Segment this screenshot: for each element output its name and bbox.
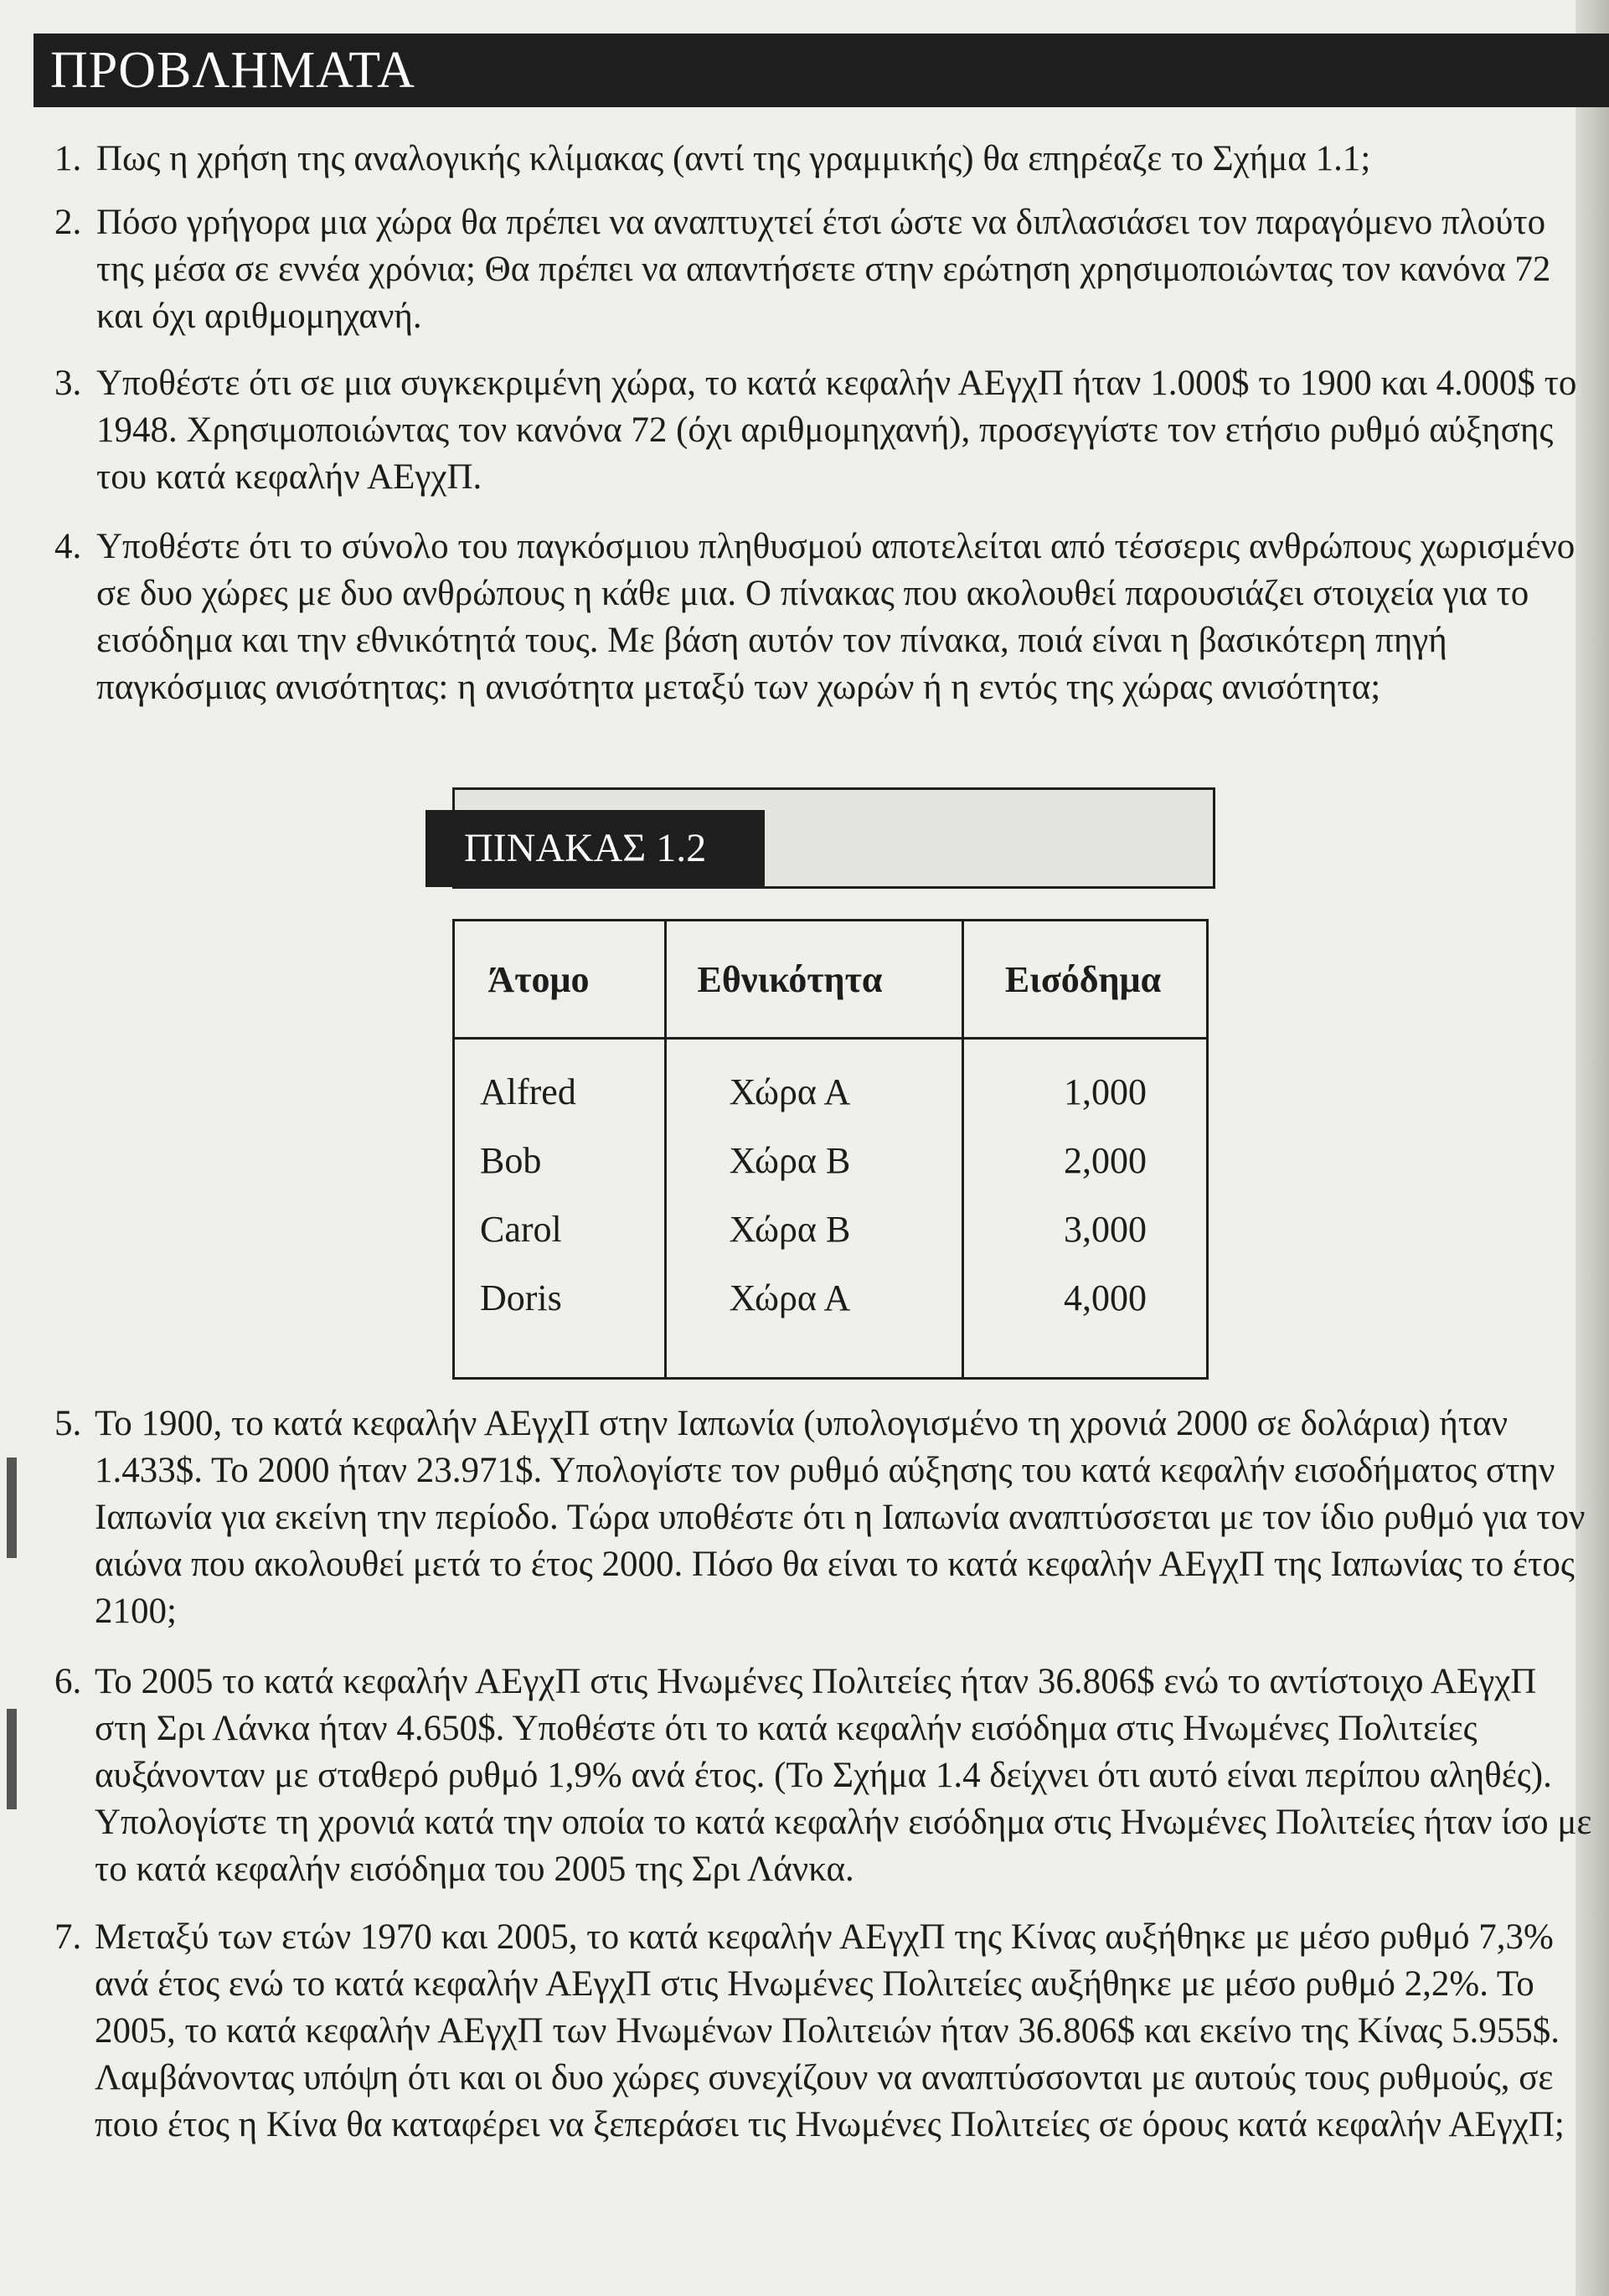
table-cell-nationality: Χώρα Α: [729, 1277, 851, 1318]
problem-item-6: [54, 1659, 1596, 1893]
table-cell-person: Carol: [480, 1209, 562, 1250]
table-cell-nationality: Χώρα Β: [729, 1140, 851, 1181]
problem-number: 2.: [54, 203, 82, 242]
table-row: [455, 1058, 1206, 1127]
problem-text: Μεταξύ των ετών 1970 και 2005, το κατά κεφαλήν ΑΕγχΠ της Κίνας αυξήθηκε με μέσο ρυθμό 7,3% ανά έτος ενώ το κατά κεφαλήν ΑΕγχΠ στις Ηνωμένες Πολιτείες αυξήθηκε με μέσο ρυθμό 2,2%. Το 2005, το κατά κεφαλήν ΑΕγχΠ των Ηνωμένων Πολιτειών ήταν 36.806$ και εκείνο της Κίνας 5.955$. Λαμβάνοντας υπόψη ότι και οι δυο χώρες συνεχίζουν να αναπτύσσονται με αυτούς τους ρυθμούς, σε ποιο έτος η Κίνα θα καταφέρει να ξεπεράσει τις Ηνωμένες Πολιτείες σε όρους κατά κεφαλήν ΑΕγχΠ;: [95, 1917, 1565, 2144]
table-header-nationality: Εθνικότητα: [697, 959, 883, 1000]
table-caption: ΠΙΝΑΚΑΣ 1.2: [425, 810, 765, 887]
income-table: [452, 919, 1209, 1380]
problem-text: Πόσο γρήγορα μια χώρα θα πρέπει να αναπτυχτεί έτσι ώστε να διπλασιάσει τον παραγόμενο πλούτο της μέσα σε εννέα χρόνια; Θα πρέπει να απαντήσετε στην ερώτηση χρησιμοποιώντας τον κανόνα 72 και όχι αριθμομηχανή.: [96, 203, 1551, 336]
table-cell-income: 4,000: [1064, 1277, 1147, 1318]
problem-number: 4.: [54, 527, 82, 566]
problem-number: 1.: [54, 139, 82, 178]
table-cell-person: Doris: [480, 1277, 562, 1318]
table-cell-nationality: Χώρα Α: [729, 1071, 851, 1112]
problem-text: Το 2005 το κατά κεφαλήν ΑΕγχΠ στις Ηνωμένες Πολιτείες ήταν 36.806$ ενώ το αντίστοιχο ΑΕγχΠ στη Σρι Λάνκα ήταν 4.650$. Υποθέστε ότι το κατά κεφαλήν εισόδημα στις Ηνωμένες Πολιτείες αυξάνονταν με σταθερό ρυθμό 1,9% ανά έτος. (Το Σχήμα 1.4 δείχνει ότι αυτό είναι περίπου αληθές). Υπολογίστε τη χρονιά κατά την οποία το κατά κεφαλήν εισόδημα στις Ηνωμένες Πολιτείες ήταν ίσο με το κατά κεφαλήν εισόδημα του 2005 της Σρι Λάνκα.: [95, 1662, 1592, 1889]
margin-tab-mark: [7, 1458, 17, 1558]
table-cell-person: Alfred: [480, 1071, 576, 1112]
margin-tab-mark: [7, 1709, 17, 1809]
table-header-income: Εισόδημα: [1004, 959, 1162, 1000]
problem-text: Υποθέστε ότι σε μια συγκεκριμένη χώρα, το κατά κεφαλήν ΑΕγχΠ ήταν 1.000$ το 1900 και 4.000$ το 1948. Χρησιμοποιώντας τον κανόνα 72 (όχι αριθμομηχανή), προσεγγίστε τον ετήσιο ρυθμό αύξησης του κατά κεφαλήν ΑΕγχΠ.: [96, 364, 1577, 497]
section-title: ΠΡΟΒΛΗΜΑΤΑ: [50, 42, 415, 99]
problem-text: Το 1900, το κατά κεφαλήν ΑΕγχΠ στην Ιαπωνία (υπολογισμένο τη χρονιά 2000 σε δολάρια) ήταν 1.433$. Το 2000 ήταν 23.971$. Υπολογίστε τον ρυθμό αύξησης του κατά κεφαλήν εισοδήματος στην Ιαπωνία για εκείνη την περίοδο. Τώρα υποθέστε ότι η Ιαπωνία αναπτύσσεται με τον ίδιο ρυθμό για τον αιώνα που ακολουθεί μετά το έτος 2000. Πόσο θα είναι το κατά κεφαλήν ΑΕγχΠ της Ιαπωνίας το έτος 2100;: [95, 1404, 1586, 1631]
table-cell-person: Bob: [480, 1140, 542, 1181]
problem-text: Υποθέστε ότι το σύνολο του παγκόσμιου πληθυσμού αποτελείται από τέσσερις ανθρώπους χωρισμένο σε δυο χώρες με δυο ανθρώπους η κάθε μια. Ο πίνακας που ακολουθεί παρουσιάζει στοιχεία για το εισόδημα και την εθνικότητά τους. Με βάση αυτόν τον πίνακα, ποιά είναι η βασικότερη πηγή παγκόσμιας ανισότητας: η ανισότητα μεταξύ των χωρών ή η εντός της χώρας ανισότητα;: [96, 527, 1575, 707]
table-cell-nationality: Χώρα Β: [729, 1209, 851, 1250]
problem-number: 5.: [54, 1404, 82, 1443]
problem-text: Πως η χρήση της αναλογικής κλίμακας (αντί της γραμμικής) θα επηρέαζε το Σχήμα 1.1;: [96, 139, 1371, 178]
table-row: [455, 1127, 1206, 1195]
table-header-divider: [455, 1037, 1206, 1040]
table-header-person: Άτομο: [487, 959, 590, 1000]
problem-item-2: [54, 199, 1596, 340]
table-cell-income: 1,000: [1064, 1071, 1147, 1112]
section-header-bar: [34, 34, 1609, 107]
problem-number: 3.: [54, 364, 82, 403]
table-cell-income: 3,000: [1064, 1209, 1147, 1250]
problem-item-3: [54, 360, 1596, 501]
problem-item-7: [54, 1914, 1596, 2149]
problem-item-1: [54, 136, 1596, 183]
table-row: [455, 1264, 1206, 1333]
problem-number: 7.: [54, 1917, 82, 1957]
problem-item-5: [54, 1401, 1596, 1635]
problem-number: 6.: [54, 1662, 82, 1701]
table-row: [455, 1195, 1206, 1264]
problem-item-4: [54, 524, 1596, 711]
table-cell-income: 2,000: [1064, 1140, 1147, 1181]
